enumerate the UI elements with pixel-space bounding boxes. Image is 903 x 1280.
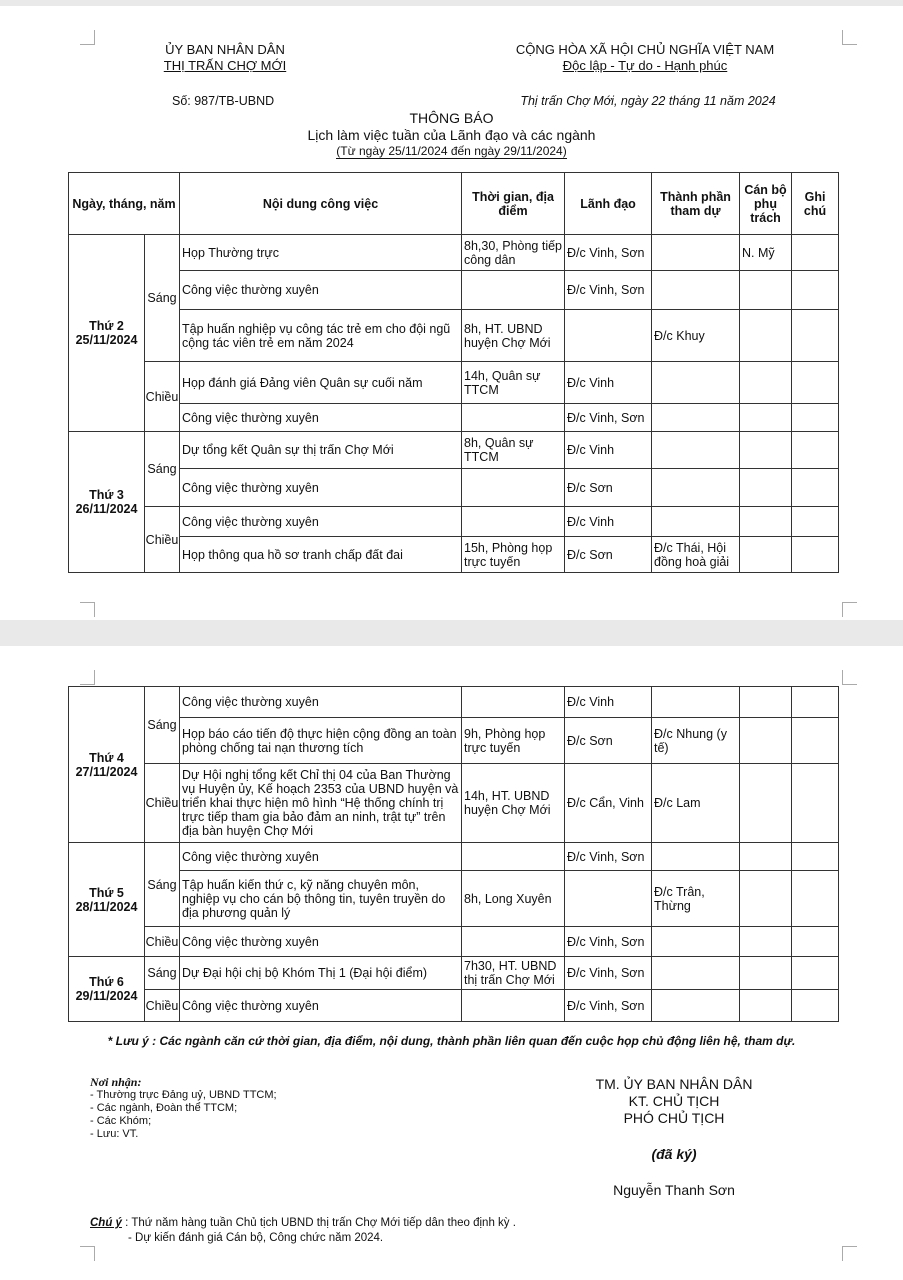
participants-cell: [652, 469, 740, 507]
time-place-cell: 8h, Quân sự TTCM: [462, 432, 565, 469]
attention-line-2: - Dự kiến đánh giá Cán bộ, Công chức năm 2024.: [128, 1232, 384, 1244]
content-cell: Họp Thường trực: [180, 235, 462, 271]
session-morning: Sáng: [145, 432, 180, 507]
time-place-cell: [462, 404, 565, 432]
table-row: [69, 537, 839, 573]
session-afternoon: Chiều: [145, 990, 180, 1022]
officer-cell: [740, 271, 792, 310]
leader-cell: Đ/c Vinh: [565, 362, 652, 404]
leader-cell: Đ/c Vinh, Sơn: [565, 235, 652, 271]
attention-line-1: : Thứ năm hàng tuần Chủ tịch UBND thị trấn Chợ Mới tiếp dân theo định kỳ .: [125, 1217, 516, 1229]
officer-cell: [740, 927, 792, 957]
participants-cell: [652, 404, 740, 432]
day-cell: Thứ 3 26/11/2024: [69, 432, 145, 573]
content-cell: Dự Đại hội chị bộ Khóm Thị 1 (Đại hội điểm): [180, 957, 462, 990]
note-cell: [792, 687, 839, 718]
col-header-note: Ghi chú: [792, 173, 839, 235]
note-cell: [792, 957, 839, 990]
participants-cell: [652, 235, 740, 271]
session-morning: Sáng: [145, 843, 180, 927]
note-cell: [792, 537, 839, 573]
officer-cell: [740, 871, 792, 927]
session-afternoon: Chiều: [145, 764, 180, 843]
document-page-1: [0, 6, 903, 620]
crop-mark: [80, 30, 95, 45]
time-place-cell: [462, 927, 565, 957]
leader-cell: Đ/c Vinh: [565, 507, 652, 537]
note-cell: [792, 235, 839, 271]
crop-mark: [842, 1246, 857, 1261]
content-cell: Công việc thường xuyên: [180, 507, 462, 537]
time-place-cell: 9h, Phòng họp trực tuyến: [462, 718, 565, 764]
crop-mark: [842, 602, 857, 617]
note-cell: [792, 310, 839, 362]
nation-line-1: CỘNG HÒA XÃ HỘI CHỦ NGHĨA VIỆT NAM: [515, 42, 775, 57]
note-cell: [792, 432, 839, 469]
session-afternoon: Chiều: [145, 362, 180, 432]
time-place-cell: 8h, Long Xuyên: [462, 871, 565, 927]
time-place-cell: [462, 990, 565, 1022]
participants-cell: [652, 843, 740, 871]
crop-mark: [842, 30, 857, 45]
col-header-leader: Lãnh đạo: [565, 173, 652, 235]
recipient-item: - Các ngành, Đoàn thể TTCM;: [90, 1102, 238, 1114]
content-cell: Công việc thường xuyên: [180, 469, 462, 507]
table-header-row: [69, 173, 839, 235]
table-row: [69, 469, 839, 507]
participants-cell: Đ/c Nhung (y tế): [652, 718, 740, 764]
officer-cell: [740, 764, 792, 843]
content-cell: Họp báo cáo tiến độ thực hiện cộng đồng an toàn phòng chống tai nạn thương tích: [180, 718, 462, 764]
crop-mark: [80, 602, 95, 617]
leader-cell: Đ/c Sơn: [565, 469, 652, 507]
document-number: Số: 987/TB-UBND: [172, 94, 275, 108]
officer-cell: [740, 537, 792, 573]
officer-cell: [740, 469, 792, 507]
leader-cell: Đ/c Vinh, Sơn: [565, 957, 652, 990]
leader-cell: Đ/c Sơn: [565, 718, 652, 764]
issuing-authority: [130, 42, 320, 74]
note-cell: [792, 507, 839, 537]
officer-cell: [740, 843, 792, 871]
national-motto: [490, 42, 800, 74]
title-line-1: THÔNG BÁO: [409, 110, 494, 126]
title-date-range: (Từ ngày 25/11/2024 đến ngày 29/11/2024): [336, 144, 567, 158]
content-cell: Công việc thường xuyên: [180, 927, 462, 957]
note-cell: [792, 271, 839, 310]
recipient-item: - Thường trực Đảng uỷ, UBND TTCM;: [90, 1089, 277, 1101]
signer-name: Nguyễn Thanh Sơn: [613, 1182, 735, 1198]
participants-cell: [652, 507, 740, 537]
table-row: [69, 404, 839, 432]
table-row: [69, 764, 839, 843]
crop-mark: [80, 670, 95, 685]
table-row: [69, 843, 839, 871]
place-date: Thị trấn Chợ Mới, ngày 22 tháng 11 năm 2024: [520, 94, 776, 108]
col-header-date: Ngày, tháng, năm: [69, 173, 180, 235]
attention-label: Chú ý: [90, 1217, 122, 1229]
recipients-title: Nơi nhận:: [90, 1075, 142, 1089]
table-row: [69, 271, 839, 310]
nation-line-2: Độc lập - Tự do - Hạnh phúc: [562, 58, 728, 73]
time-place-cell: [462, 469, 565, 507]
officer-cell: [740, 990, 792, 1022]
table-row: [69, 507, 839, 537]
table-row: [69, 957, 839, 990]
content-cell: Họp đánh giá Đảng viên Quân sự cuối năm: [180, 362, 462, 404]
note-cell: [792, 718, 839, 764]
participants-cell: [652, 990, 740, 1022]
content-cell: Công việc thường xuyên: [180, 990, 462, 1022]
leader-cell: Đ/c Vinh, Sơn: [565, 271, 652, 310]
table-row: [69, 235, 839, 271]
officer-cell: [740, 957, 792, 990]
leader-cell: Đ/c Sơn: [565, 537, 652, 573]
leader-cell: Đ/c Cẩn, Vinh: [565, 764, 652, 843]
table-row: [69, 687, 839, 718]
sign-line-1: TM. ỦY BAN NHÂN DÂN: [595, 1076, 753, 1092]
officer-cell: [740, 404, 792, 432]
sign-line-3: PHÓ CHỦ TỊCH: [623, 1110, 725, 1126]
recipient-item: - Các Khóm;: [90, 1115, 152, 1127]
org-line-1: ỦY BAN NHÂN DÂN: [165, 42, 285, 57]
leader-cell: [565, 871, 652, 927]
day-cell: Thứ 5 28/11/2024: [69, 843, 145, 957]
time-place-cell: 15h, Phòng họp trực tuyến: [462, 537, 565, 573]
col-header-officer: Cán bộ phụ trách: [740, 173, 792, 235]
time-place-cell: 8h,30, Phòng tiếp công dân: [462, 235, 565, 271]
content-cell: Tập huấn kiến thứ c, kỹ năng chuyên môn, nghiệp vụ cho cán bộ thông tin, tuyên truyền do địa phương quản lý: [180, 871, 462, 927]
table-row: [69, 990, 839, 1022]
session-morning: Sáng: [145, 687, 180, 764]
note-cell: [792, 764, 839, 843]
officer-cell: [740, 687, 792, 718]
attention-note: [90, 1216, 516, 1246]
schedule-table-part-1: [68, 172, 839, 573]
participants-cell: Đ/c Trân, Thừng: [652, 871, 740, 927]
officer-cell: [740, 310, 792, 362]
participants-cell: [652, 687, 740, 718]
signed-mark: (đã ký): [651, 1146, 697, 1162]
content-cell: Dự tổng kết Quân sự thị trấn Chợ Mới: [180, 432, 462, 469]
recipient-item: - Lưu: VT.: [90, 1128, 139, 1140]
day-cell: Thứ 6 29/11/2024: [69, 957, 145, 1022]
time-place-cell: 8h, HT. UBND huyện Chợ Mới: [462, 310, 565, 362]
session-afternoon: Chiều: [145, 507, 180, 573]
day-cell: Thứ 2 25/11/2024: [69, 235, 145, 432]
time-place-cell: [462, 687, 565, 718]
leader-cell: Đ/c Vinh, Sơn: [565, 404, 652, 432]
col-header-time-place: Thời gian, địa điểm: [462, 173, 565, 235]
officer-cell: [740, 432, 792, 469]
leader-cell: Đ/c Vinh, Sơn: [565, 843, 652, 871]
participants-cell: Đ/c Lam: [652, 764, 740, 843]
content-cell: Họp thông qua hồ sơ tranh chấp đất đai: [180, 537, 462, 573]
participants-cell: [652, 432, 740, 469]
table-row: [69, 927, 839, 957]
participants-cell: [652, 271, 740, 310]
document-title: [0, 110, 903, 159]
note-cell: [792, 469, 839, 507]
note-cell: [792, 843, 839, 871]
content-cell: Dự Hội nghị tổng kết Chỉ thị 04 của Ban Thường vụ Huyện ủy, Kế hoạch 2353 của UBND huyện và triển khai thực hiện mô hình “Hệ thống chính trị trực tiếp tham gia bảo đảm an ninh, trật tự” trên địa bàn huyện Chợ Mới: [180, 764, 462, 843]
time-place-cell: [462, 271, 565, 310]
leader-cell: Đ/c Vinh, Sơn: [565, 990, 652, 1022]
content-cell: Công việc thường xuyên: [180, 404, 462, 432]
officer-cell: N. Mỹ: [740, 235, 792, 271]
officer-cell: [740, 718, 792, 764]
table-row: [69, 362, 839, 404]
session-morning: Sáng: [145, 235, 180, 362]
table-row: [69, 718, 839, 764]
table-row: [69, 871, 839, 927]
crop-mark: [80, 1246, 95, 1261]
participants-cell: [652, 362, 740, 404]
col-header-content: Nội dung công việc: [180, 173, 462, 235]
crop-mark: [842, 670, 857, 685]
table-row: [69, 432, 839, 469]
sign-line-2: KT. CHỦ TỊCH: [628, 1093, 720, 1109]
note-cell: [792, 990, 839, 1022]
session-morning: Sáng: [145, 957, 180, 990]
officer-cell: [740, 362, 792, 404]
content-cell: Công việc thường xuyên: [180, 271, 462, 310]
note-cell: [792, 362, 839, 404]
participants-cell: [652, 927, 740, 957]
time-place-cell: 14h, Quân sự TTCM: [462, 362, 565, 404]
day-cell: Thứ 4 27/11/2024: [69, 687, 145, 843]
leader-cell: [565, 310, 652, 362]
time-place-cell: [462, 843, 565, 871]
signature-block: [550, 1076, 798, 1127]
time-place-cell: 14h, HT. UBND huyện Chợ Mới: [462, 764, 565, 843]
leader-cell: Đ/c Vinh: [565, 432, 652, 469]
participants-cell: Đ/c Thái, Hội đồng hoà giải: [652, 537, 740, 573]
participants-cell: Đ/c Khuy: [652, 310, 740, 362]
leader-cell: Đ/c Vinh: [565, 687, 652, 718]
content-cell: Công việc thường xuyên: [180, 687, 462, 718]
note-cell: [792, 927, 839, 957]
leader-cell: Đ/c Vinh, Sơn: [565, 927, 652, 957]
note-cell: [792, 871, 839, 927]
document-page-2: [0, 646, 903, 1280]
time-place-cell: [462, 507, 565, 537]
officer-cell: [740, 507, 792, 537]
title-line-2: Lịch làm việc tuần của Lãnh đạo và các ngành: [307, 127, 596, 143]
footnote: * Lưu ý : Các ngành căn cứ thời gian, địa điểm, nội dung, thành phần liên quan đến cuộc họp chủ động liên hệ, tham dự.: [107, 1034, 796, 1048]
schedule-table-part-2: [68, 686, 839, 1022]
org-line-2: THỊ TRẤN CHỢ MỚI: [163, 58, 287, 73]
content-cell: Tập huấn nghiệp vụ công tác trẻ em cho đội ngũ cộng tác viên trẻ em năm 2024: [180, 310, 462, 362]
content-cell: Công việc thường xuyên: [180, 843, 462, 871]
table-row: [69, 310, 839, 362]
participants-cell: [652, 957, 740, 990]
time-place-cell: 7h30, HT. UBND thị trấn Chợ Mới: [462, 957, 565, 990]
recipients-block: [90, 1076, 277, 1141]
col-header-participants: Thành phần tham dự: [652, 173, 740, 235]
note-cell: [792, 404, 839, 432]
session-afternoon: Chiều: [145, 927, 180, 957]
